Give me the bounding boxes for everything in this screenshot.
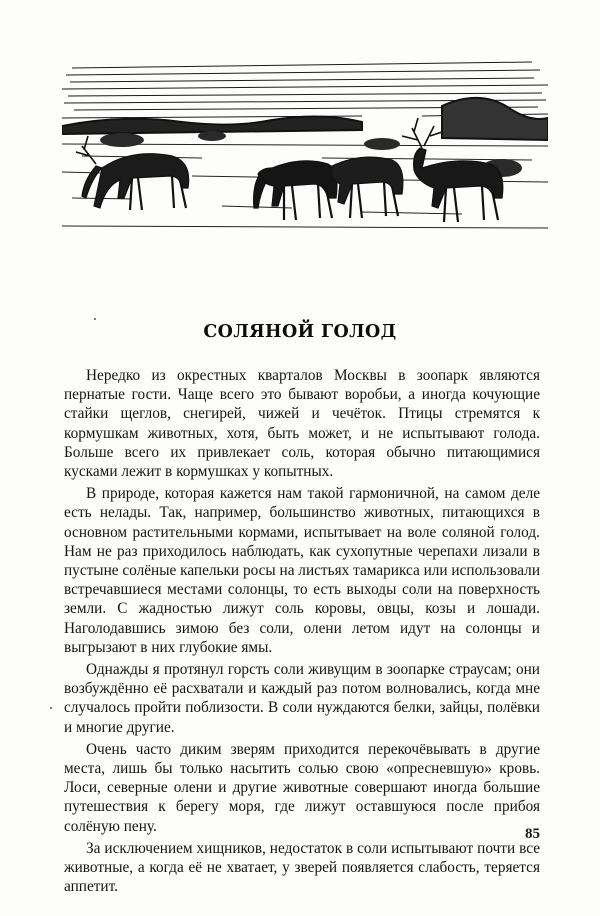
body-text	[64, 366, 540, 899]
paragraph-2: В природе, которая кажется нам такой гармоничной, на самом деле есть нелады. Так, например, большинство животных, питающихся в основном растительными кормами, испытывает на воле соляной голод. Нам не раз приходилось наблюдать, как сухопутные черепахи лизали в пустыне солёные капельки росы на листьях тамарикса или использовали встречавшиеся местами солонцы, то есть выходы соли на поверхность земли. С жадностью лижут соль коровы, овцы, козы и лошади. Наголодавшись зимою без соли, олени летом идут на солонцы и выгрызают в них глубокие ямы.	[64, 485, 541, 656]
chapter-title: СОЛЯНОЙ ГОЛОД	[203, 322, 397, 342]
paragraph-1: Нередко из окрестных кварталов Москвы в зоопарк являются пернатые гости. Чаще всего это бывают воробьи, а иногда кочующие стайки щеглов, снегирей, чижей и чечёток. Птицы стремятся к кормушкам животных, хотя, быть может, и не испытывают голода. Больше всего их привлекает соль, которая обычно питающимися кусками лежит в кормушках у копытных.	[64, 367, 540, 481]
paragraph-5: За исключением хищников, недостаток в соли испытывают почти все животные, а когда её не хватает, у зверей появляется слабость, теряется аппетит.	[64, 839, 540, 896]
paragraph-4: Очень часто диким зверям приходится перекочёвывать в другие места, лишь бы только насытить солью свою «опресневшую» кровь. Лоси, северные олени и другие животные совершают иногда большие путешествия к берегу моря, где лижут оставшуюся после прибоя солёную пену.	[64, 740, 540, 835]
page-number: 85	[525, 826, 540, 842]
illustration-drawing	[62, 48, 548, 238]
print-speck	[94, 318, 96, 320]
reindeer-grazing-illustration	[62, 48, 548, 238]
reindeer-3	[331, 157, 403, 218]
distant-hills	[62, 98, 548, 140]
print-speck	[50, 707, 52, 709]
paragraph-3: Однажды я протянул горсть соли живущим в зоопарке страусам; они возбуждённо её расхватали и каждый раз потом волновались, когда мне случалось пройти поблизости. В соли нуждаются белки, зайцы, полёвки и многие другие.	[64, 661, 540, 736]
reindeer-2	[254, 161, 337, 220]
reindeer-1	[76, 136, 189, 210]
